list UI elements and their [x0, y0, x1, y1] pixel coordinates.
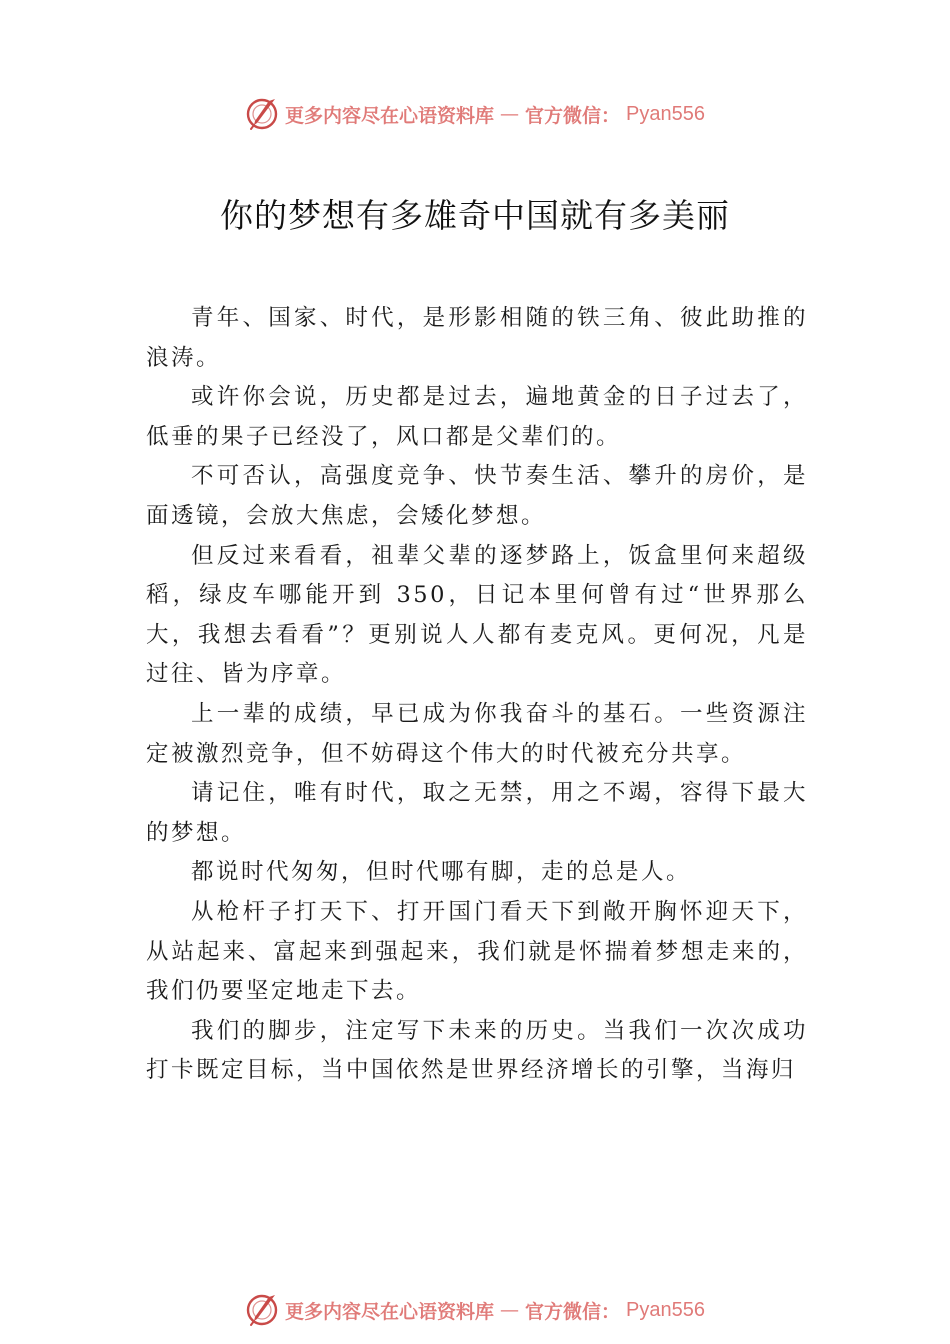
banner-wechat-id: Pyan556	[626, 1298, 705, 1321]
banner-wechat-id: Pyan556	[626, 102, 705, 125]
quill-seal-logo-icon	[245, 97, 279, 131]
document-title: 你的梦想有多雄奇中国就有多美丽	[220, 196, 730, 235]
header-banner	[0, 94, 950, 134]
paragraph: 但反过来看看，祖辈父辈的逐梦路上，饭盒里何来超级稻，绿皮车哪能开到 350，日记本里何曾有过“世界那么大，我想去看看”？更别说人人都有麦克风。更何况，凡是过往、皆为序章。	[146, 542, 808, 688]
document-body	[146, 299, 808, 1091]
paragraph: 都说时代匆匆，但时代哪有脚，走的总是人。	[191, 859, 692, 886]
banner-separator: —	[500, 1299, 520, 1321]
banner-main-text: 更多内容尽在心语资料库	[285, 104, 495, 127]
banner-wechat-label: 官方微信：	[525, 104, 621, 127]
paragraph: 我们的脚步，注定写下未来的历史。当我们一次次成功打卡既定目标，当中国依然是世界经济增长的引擎，当海归	[146, 1017, 808, 1084]
banner-main-text: 更多内容尽在心语资料库	[285, 1300, 495, 1323]
paragraph: 请记住，唯有时代，取之无禁，用之不竭，容得下最大的梦想。	[146, 780, 808, 846]
banner-separator: —	[500, 103, 520, 125]
banner-wechat-label: 官方微信：	[525, 1300, 621, 1323]
paragraph: 从枪杆子打天下、打开国门看天下到敞开胸怀迎天下，从站起来、富起来到强起来，我们就是怀揣着梦想走来的，我们仍要坚定地走下去。	[146, 898, 808, 1005]
footer-banner	[0, 1290, 950, 1330]
paragraph: 不可否认，高强度竞争、快节奏生活、攀升的房价，是面透镜，会放大焦虑，会矮化梦想。	[146, 463, 808, 529]
quill-seal-logo-icon	[245, 1293, 279, 1327]
paragraph: 或许你会说，历史都是过去，遍地黄金的日子过去了，低垂的果子已经没了，风口都是父辈们的。	[146, 384, 808, 450]
paragraph: 上一辈的成绩，早已成为你我奋斗的基石。一些资源注定被激烈竞争，但不妨碍这个伟大的时代被充分共享。	[146, 700, 808, 767]
paragraph: 青年、国家、时代，是形影相随的铁三角、彼此助推的浪涛。	[146, 305, 808, 371]
